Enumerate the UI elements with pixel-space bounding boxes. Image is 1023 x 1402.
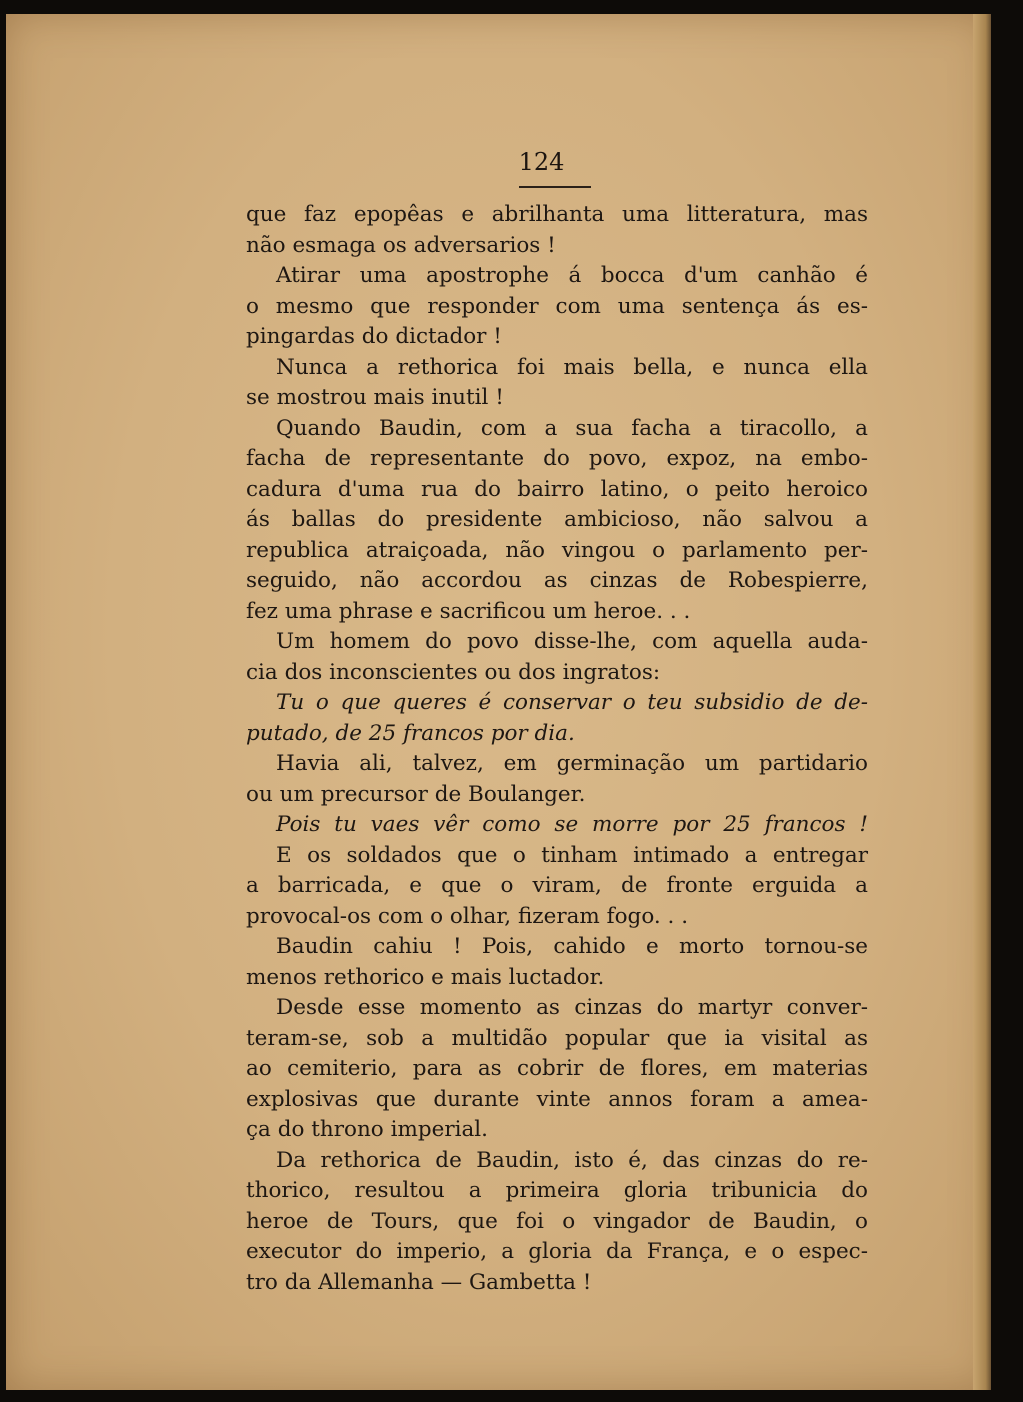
- text-line: heroe de Tours, que foi o vingador de Baudin, o: [246, 1208, 868, 1234]
- text-line: não esmaga os adversarios !: [246, 232, 556, 258]
- text-line: fez uma phrase e sacrificou um heroe. . .: [246, 598, 691, 624]
- text-line: Desde esse momento as cinzas do martyr conver-: [276, 995, 868, 1020]
- text-line: se mostrou mais inutil !: [246, 385, 504, 410]
- text-line: tro da Allemanha — Gambetta !: [246, 1269, 592, 1295]
- text-line: Nunca a rethorica foi mais bella, e nunca ella: [276, 354, 868, 380]
- text-line: ou um precursor de Boulanger.: [246, 781, 586, 807]
- text-line: cadura d'uma rua do bairro latino, o peito heroico: [246, 476, 868, 502]
- text-line: putado, de 25 francos por dia.: [246, 720, 575, 746]
- text-line: executor do imperio, a gloria da França, e o espec-: [246, 1239, 868, 1264]
- text-line: cia dos inconscientes ou dos ingratos:: [246, 659, 661, 685]
- text-line: o mesmo que responder com uma sentença ás es-: [246, 293, 868, 319]
- text-line: republica atraiçoada, não vingou o parlamento per-: [246, 537, 868, 563]
- body-text: [246, 200, 868, 1298]
- text-line: Tu o que queres é conservar o teu subsidio de de-: [276, 690, 868, 715]
- text-line: ça do throno imperial.: [246, 1117, 489, 1142]
- text-line: facha de representante do povo, expoz, na embo-: [246, 446, 868, 471]
- header-rule: [519, 186, 591, 188]
- page-edge: [973, 14, 991, 1390]
- text-line: Um homem do povo disse-lhe, com aquella auda-: [276, 629, 868, 654]
- text-line: provocal-os com o olhar, fizeram fogo. . .: [246, 903, 689, 929]
- text-line: a barricada, e que o viram, de fronte erguida a: [246, 873, 868, 898]
- text-line: seguido, não accordou as cinzas de Robespierre,: [246, 568, 868, 593]
- text-line: Quando Baudin, com a sua facha a tiracollo, a: [276, 415, 868, 441]
- text-line: ás ballas do presidente ambicioso, não salvou a: [246, 507, 868, 532]
- text-line: teram-se, sob a multidão popular que ia visital as: [246, 1025, 868, 1051]
- text-line: que faz epopêas e abrilhanta uma litteratura, mas: [246, 202, 868, 227]
- text-line: E os soldados que o tinham intimado a entregar: [276, 842, 868, 868]
- text-line: ao cemiterio, para as cobrir de flores, em materias: [246, 1056, 868, 1081]
- text-line: menos rethorico e mais luctador.: [246, 964, 605, 990]
- text-line: pingardas do dictador !: [246, 324, 502, 349]
- page-number: 124: [518, 148, 565, 176]
- text-line: Atirar uma apostrophe á bocca d'um canhão é: [276, 263, 868, 288]
- text-line: Da rethorica de Baudin, isto é, das cinzas do re-: [276, 1147, 868, 1173]
- text-line: Baudin cahiu ! Pois, cahido e morto tornou-se: [276, 934, 868, 959]
- text-line: Pois tu vaes vêr como se morre por 25 francos !: [276, 812, 868, 837]
- text-line: thorico, resultou a primeira gloria tribunicia do: [246, 1178, 868, 1203]
- text-line: explosivas que durante vinte annos foram a amea-: [246, 1086, 868, 1112]
- text-line: Havia ali, talvez, em germinação um partidario: [276, 751, 868, 776]
